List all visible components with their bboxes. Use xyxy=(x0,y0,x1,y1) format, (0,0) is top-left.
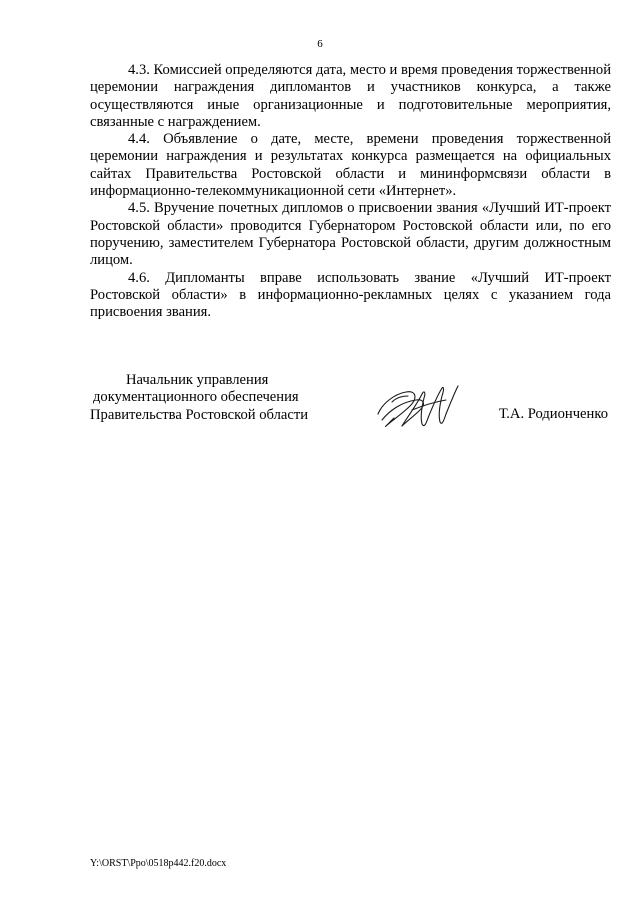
paragraph-4-6: 4.6. Дипломанты вправе использовать звание «Лучший ИТ-проект Ростовской области» в информационно-рекламных целях с указанием года присвоения звания. xyxy=(90,269,611,321)
signatory-name: Т.А. Родионченко xyxy=(498,406,608,422)
paragraph-4-4: 4.4. Объявление о дате, месте, времени проведения торжественной церемонии награждения и результатах конкурса размещается на официальных сайтах Правительства Ростовской области и мининформсвязи области в информационно-телекоммуникационной сети «Интернет». xyxy=(90,131,611,200)
paragraph-4-3: 4.3. Комиссией определяются дата, место и время проведения торжественной церемонии награждения дипломантов и участников конкурса, а также осуществляются иные организационные и подготовительные мероприятия, связанные с награждением. xyxy=(90,62,612,130)
handwritten-signature xyxy=(372,380,462,440)
signatory-title xyxy=(90,372,350,424)
page-number: 6 xyxy=(317,38,323,50)
signatory-title-line-2: документационного обеспечения xyxy=(93,389,299,406)
document-body xyxy=(90,62,611,321)
footer-file-path: Y:\ORST\Ppo\0518p442.f20.docx xyxy=(90,858,227,869)
signatory-title-line-3: Правительства Ростовской области xyxy=(90,406,309,423)
paragraph-4-5: 4.5. Вручение почетных дипломов о присвоении звания «Лучший ИТ-проект Ростовской области» проводится Губернатором Ростовской области или, по его поручению, заместителем Губернатора Ростовской области, другим должностным лицом. xyxy=(90,200,611,269)
signatory-title-line-1: Начальник управления xyxy=(126,372,269,388)
